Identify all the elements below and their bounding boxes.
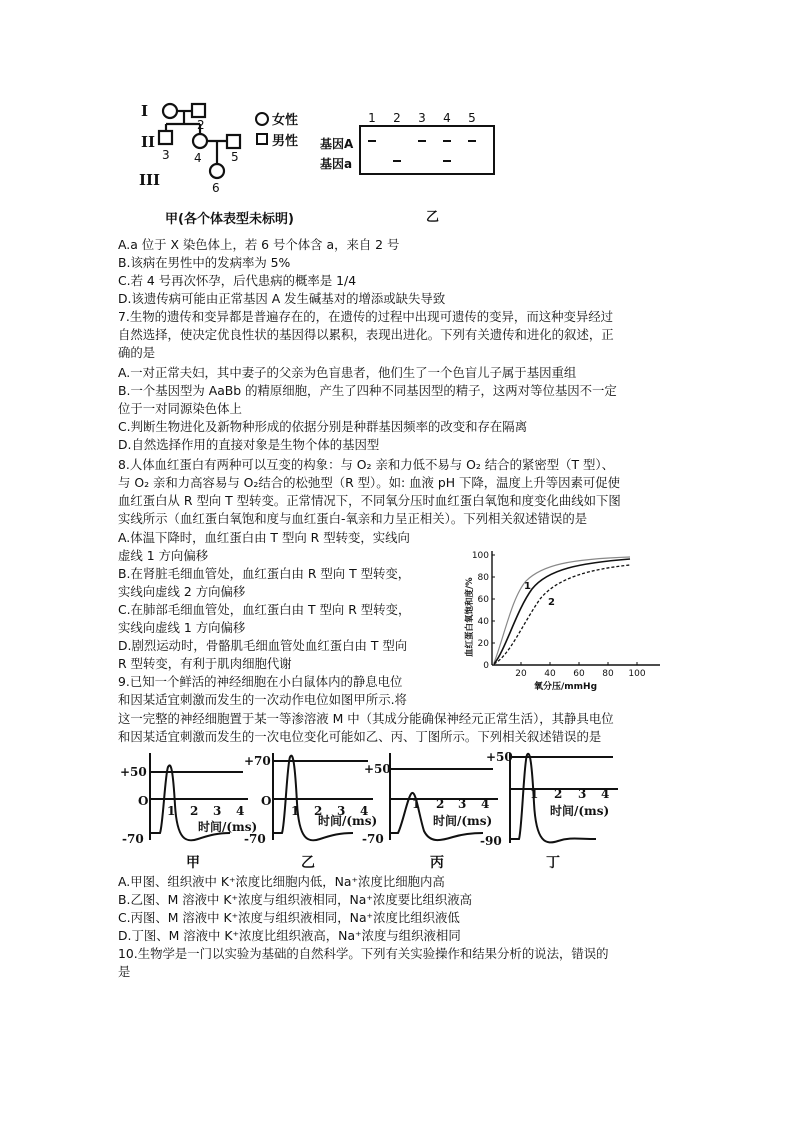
graph-ding xyxy=(480,750,618,871)
graph-bing xyxy=(362,753,498,871)
graph-yi xyxy=(244,753,377,871)
gene-A-label: 基因A xyxy=(320,137,354,151)
curve-1-label: 1 xyxy=(524,581,531,592)
generation-III: III xyxy=(139,171,161,189)
x-tick: 2 xyxy=(314,804,323,818)
female-symbol-icon xyxy=(256,113,268,125)
male-symbol-icon xyxy=(257,134,267,144)
individual-4-female xyxy=(193,134,207,148)
question-8-stem: 8.人体血红蛋白有两种可以互变的构象：与 O₂ 亲和力低不易与 O₂ 结合的紧密型（T 型）、 xyxy=(118,457,614,472)
x-tick: 1 xyxy=(167,804,176,818)
option-b-q9: B.乙图、M 溶液中 K⁺浓度与组织液相同，Na⁺浓度要比组织液高 xyxy=(118,892,473,907)
question-7-stem: 7.生物的遗传和变异都是普遍存在的，在遗传的过程中出现可遗传的变异，而这种变异经过 xyxy=(118,309,614,324)
generation-I: I xyxy=(141,102,149,120)
label-zero: O xyxy=(138,794,149,808)
label-top: +70 xyxy=(244,754,271,768)
pedigree-legend xyxy=(254,108,314,152)
label-3: 3 xyxy=(162,148,170,162)
option-c-q7: C.判断生物进化及新物种形成的依据分别是种群基因频率的改变和存在隔离 xyxy=(118,419,528,434)
x-axis-label: 时间/(ms) xyxy=(433,814,493,828)
lane-label: 2 xyxy=(393,111,401,125)
question-7-stem: 确的是 xyxy=(118,345,156,360)
x-tick: 4 xyxy=(601,787,610,801)
label-6: 6 xyxy=(212,181,220,195)
graph-caption: 丁 xyxy=(546,855,560,871)
individual-6-female xyxy=(210,164,224,178)
x-tick: 2 xyxy=(554,787,563,801)
y-tick: 40 xyxy=(477,617,489,627)
lane-label: 1 xyxy=(368,111,376,125)
x-tick: 4 xyxy=(360,804,369,818)
y-tick: 100 xyxy=(471,551,489,561)
lane-label: 4 xyxy=(443,111,451,125)
question-9-stem: 和因某适宜刺激而发生的一次动作电位如图甲所示.将 xyxy=(118,692,407,707)
curve-2 xyxy=(494,565,630,664)
option-c-q6: C.若 4 号再次怀孕，后代患病的概率是 1/4 xyxy=(118,273,357,288)
y-tick: 20 xyxy=(477,639,489,649)
x-tick: 3 xyxy=(337,804,346,818)
x-tick: 1 xyxy=(412,797,421,811)
lane-label: 5 xyxy=(468,111,476,125)
x-axis-label: 时间/(ms) xyxy=(198,820,258,834)
x-tick: 100 xyxy=(628,669,646,679)
label-2: 2 xyxy=(197,118,205,132)
option-d-q7: D.自然选择作用的直接对象是生物个体的基因型 xyxy=(118,437,380,452)
question-10-stem: 10.生物学是一门以实验为基础的自然科学。下列有关实验操作和结果分析的说法，错误的 xyxy=(118,946,609,961)
x-tick: 80 xyxy=(602,669,614,679)
x-tick: 4 xyxy=(236,804,245,818)
x-tick: 40 xyxy=(544,669,556,679)
curve-solid xyxy=(494,559,630,664)
option-a-q8: 虚线 1 方向偏移 xyxy=(118,548,209,563)
legend-male-label: 男性 xyxy=(272,134,299,149)
x-tick: 20 xyxy=(515,669,527,679)
individual-3-male xyxy=(159,131,172,144)
label-4: 4 xyxy=(194,151,202,165)
question-9-stem: 这一完整的神经细胞置于某一等渗溶液 M 中（其成分能确保神经元正常生活），其静具电位 xyxy=(118,711,614,726)
gel-figure xyxy=(318,108,508,226)
label-bottom: -70 xyxy=(244,832,266,846)
pedigree-caption: 甲(各个体表型未标明) xyxy=(165,212,294,227)
option-a-q6: A.a 位于 X 染色体上，若 6 号个体含 a，来自 2 号 xyxy=(118,237,400,252)
gene-a-label: 基因a xyxy=(320,157,353,171)
gel-box xyxy=(360,126,494,174)
x-axis-label: 氧分压/mmHg xyxy=(534,682,598,692)
y-axis-label: 血红蛋白氧饱和度/% xyxy=(465,577,475,657)
x-tick: 1 xyxy=(530,787,539,801)
x-tick: 2 xyxy=(190,804,199,818)
lane-label: 3 xyxy=(418,111,426,125)
graph-caption: 甲 xyxy=(186,855,200,871)
y-tick: 80 xyxy=(477,573,489,583)
graph-jia xyxy=(120,753,257,871)
action-potential-figure xyxy=(118,745,638,875)
option-a-q9: A.甲图、组织液中 K⁺浓度比细胞内低，Na⁺浓度比细胞内高 xyxy=(118,874,445,889)
individual-2-male xyxy=(192,104,205,117)
label-bottom: -70 xyxy=(122,832,144,846)
option-b-q7: B.一个基因型为 AaBb 的精原细胞，产生了四种不同基因型的精子，这两对等位基因不一定 xyxy=(118,383,617,398)
x-axis-label: 时间/(ms) xyxy=(318,814,378,828)
question-9-stem: 9.已知一个鲜活的神经细胞在小白鼠体内的静息电位 xyxy=(118,674,403,689)
graph-caption: 丙 xyxy=(430,855,444,871)
x-tick: 3 xyxy=(578,787,587,801)
option-d-q9: D.丁图、M 溶液中 K⁺浓度比组织液高，Na⁺浓度与组织液相同 xyxy=(118,928,461,943)
option-d-q6: D.该遗传病可能由正常基因 A 发生碱基对的增添或缺失导致 xyxy=(118,291,446,306)
option-a-q8: A.体温下降时，血红蛋白由 T 型向 R 型转变，实线向 xyxy=(118,530,410,545)
label-bottom: -70 xyxy=(362,832,384,846)
option-c-q8: C.在肺部毛细血管处，血红蛋白由 T 型向 R 型转变， xyxy=(118,602,411,617)
gel-caption: 乙 xyxy=(426,210,440,225)
x-tick: 1 xyxy=(291,804,300,818)
option-d-q8: R 型转变，有利于肌肉细胞代谢 xyxy=(118,656,292,671)
x-tick: 2 xyxy=(436,797,445,811)
option-d-q8: D.剧烈运动时，骨骼肌毛细血管处血红蛋白由 T 型向 xyxy=(118,638,408,653)
label-zero: O xyxy=(261,794,272,808)
x-tick: 3 xyxy=(458,797,467,811)
individual-5-male xyxy=(227,135,240,148)
question-7-stem: 自然选择，使决定优良性状的基因得以累积，表现出进化。下列有关遗传和进化的叙述，正 xyxy=(118,327,614,342)
y-tick: 0 xyxy=(483,661,489,671)
option-c-q8: 实线向虚线 1 方向偏移 xyxy=(118,620,246,635)
label-top: +50 xyxy=(120,765,147,779)
label-5: 5 xyxy=(231,150,239,164)
curve-2-label: 2 xyxy=(548,597,555,608)
label-top: +50 xyxy=(364,762,391,776)
oxygen-curve-figure xyxy=(460,545,670,693)
graph-caption: 乙 xyxy=(301,855,315,871)
y-tick: 60 xyxy=(477,595,489,605)
x-tick: 60 xyxy=(573,669,585,679)
question-9-stem: 和因某适宜刺激而发生的一次电位变化可能如乙、丙、丁图所示。下列相关叙述错误的是 xyxy=(118,729,602,744)
question-8-stem: 血红蛋白从 R 型向 T 型转变。正常情况下，不同氧分压时血红蛋白氧饱和度变化曲线如下图 xyxy=(118,493,621,508)
legend-female-label: 女性 xyxy=(272,113,299,128)
generation-II: II xyxy=(141,133,156,151)
option-b-q8: B.在肾脏毛细血管处，血红蛋白由 R 型向 T 型转变， xyxy=(118,566,411,581)
individual-1-female xyxy=(163,104,177,118)
option-c-q9: C.丙图、M 溶液中 K⁺浓度与组织液相同，Na⁺浓度比组织液低 xyxy=(118,910,460,925)
question-10-stem: 是 xyxy=(118,964,131,979)
x-tick: 4 xyxy=(481,797,490,811)
question-8-stem: 实线所示（血红蛋白氧饱和度与血红蛋白-氧亲和力呈正相关）。下列相关叙述错误的是 xyxy=(118,511,588,526)
question-8-stem: 与 O₂ 亲和力高容易与 O₂结合的松弛型（R 型）。如: 血液 pH 下降，温度上升等因素可促使 xyxy=(118,475,621,490)
label-bottom: -90 xyxy=(480,834,502,848)
x-axis-label: 时间/(ms) xyxy=(550,804,610,818)
option-b-q7: 位于一对同源染色体上 xyxy=(118,401,242,416)
curve-1 xyxy=(494,557,630,663)
x-tick: 3 xyxy=(213,804,222,818)
label-top: +50 xyxy=(486,750,513,764)
option-b-q8: 实线向虚线 2 方向偏移 xyxy=(118,584,246,599)
option-a-q7: A.一对正常夫妇，其中妻子的父亲为色盲患者，他们生了一个色盲儿子属于基因重组 xyxy=(118,365,577,380)
option-b-q6: B.该病在男性中的发病率为 5% xyxy=(118,255,291,270)
